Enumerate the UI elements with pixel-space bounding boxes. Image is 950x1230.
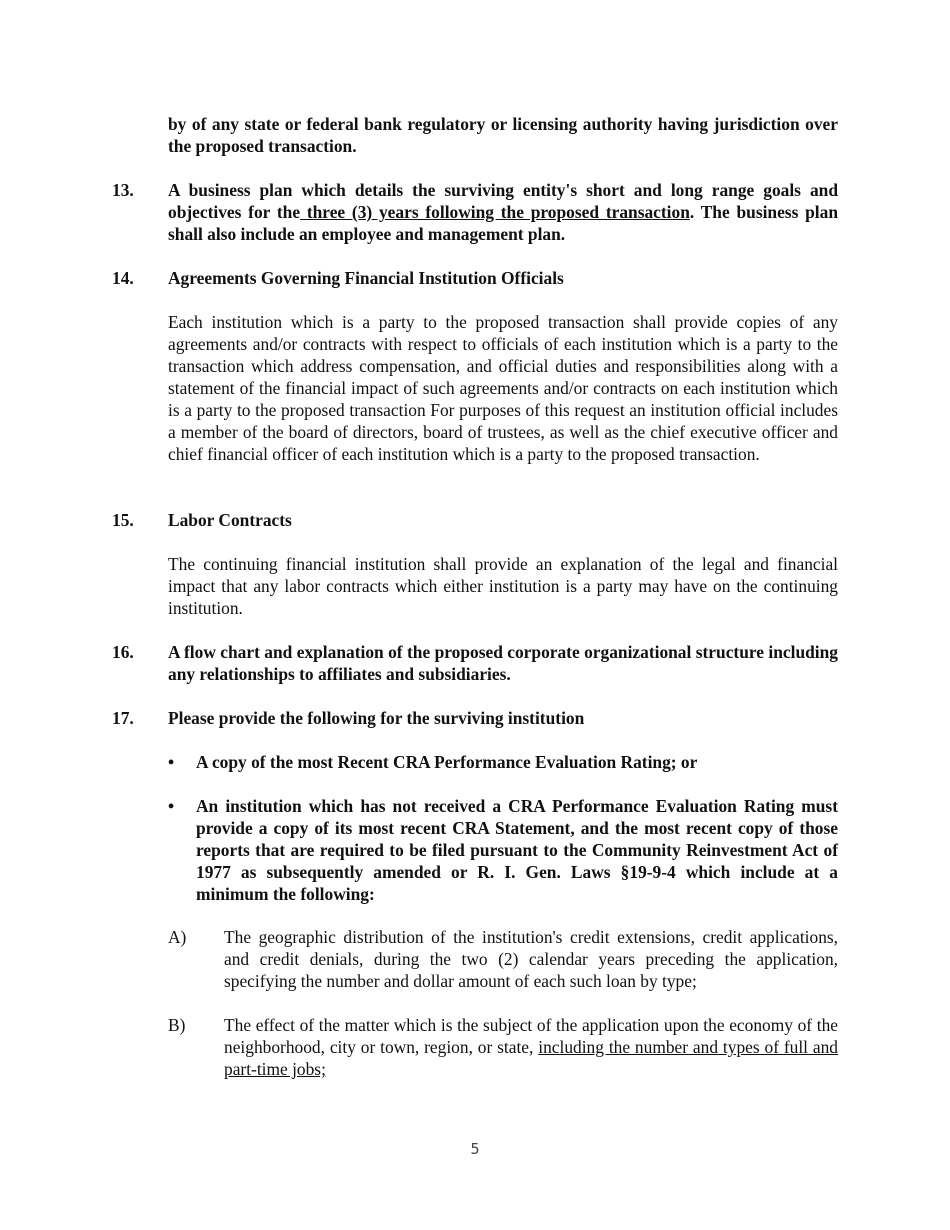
- item-15-heading: Labor Contracts: [168, 510, 292, 530]
- item-16-number: 16.: [112, 642, 134, 662]
- page-number: 5: [470, 1140, 480, 1158]
- item-13-text-end: . The business plan shall also include an employee and management plan.: [168, 202, 838, 244]
- bullet-1-text: A copy of the most Recent CRA Performance Evaluation Rating; or: [196, 752, 698, 772]
- subitem-b-letter: B): [168, 1015, 186, 1035]
- subitem-a-letter: A): [168, 927, 187, 947]
- item-17-heading: Please provide the following for the surviving institution: [168, 708, 585, 728]
- subitem-b-underlined-text: including the number and types of full and part-time jobs;: [224, 1037, 838, 1079]
- item-13-number: 13.: [112, 180, 134, 200]
- bullet-icon: •: [168, 752, 175, 772]
- item-13-text-start: A business plan which details the surviving entity's short and long range goals and objectives for the: [168, 180, 838, 222]
- item-15-body: The continuing financial institution shall provide an explanation of the legal and financial impact that any labor contracts which either institution is a party may have on the continuing institution.: [168, 554, 838, 618]
- item-17-bullet-1: [168, 751, 838, 773]
- item-15-number: 15.: [112, 510, 134, 530]
- subitem-a-text: The geographic distribution of the institution's credit extensions, credit applications, and credit denials, during the two (2) calendar years preceding the application, specifying the number and dollar amount of each such loan by type;: [224, 927, 838, 991]
- continuation-paragraph: [168, 113, 838, 157]
- item-14-body: Each institution which is a party to the proposed transaction shall provide copies of any agreements and/or contracts with respect to officials of each institution which is a party to the transaction which address compensation, and official duties and responsibilities along with a statement of the financial impact of such agreements and/or contracts on each institution which is a party to the proposed transaction For purposes of this request an institution official includes a member of the board of directors, board of trustees, as well as the chief executive officer and chief financial officer of each institution which is a party to the proposed transaction.: [168, 312, 838, 464]
- item-17-number: 17.: [112, 708, 134, 728]
- item-14-heading: Agreements Governing Financial Institution Officials: [168, 268, 564, 288]
- item-14-number: 14.: [112, 268, 134, 288]
- continuation-text: by of any state or federal bank regulatory or licensing authority having jurisdiction over the proposed transaction.: [168, 114, 838, 156]
- item-13-underlined-text: three (3) years following the proposed transaction: [300, 202, 690, 222]
- bullet-icon: •: [168, 796, 175, 816]
- item-17-bullet-2: [168, 795, 838, 905]
- subitem-b-text: [224, 1014, 838, 1080]
- item-16-text: A flow chart and explanation of the proposed corporate organizational structure including any relationships to affiliates and subsidiaries.: [168, 642, 838, 684]
- subitem-b-text-start: The effect of the matter which is the subject of the application upon the economy of the neighborhood, city or town, region, or state,: [224, 1015, 838, 1057]
- item-13-text: [168, 179, 838, 245]
- bullet-2-text: An institution which has not received a CRA Performance Evaluation Rating must provide a copy of its most recent CRA Statement, and the most recent copy of those reports that are required to be filed pursuant to the Community Reinvestment Act of 1977 as subsequently amended or R. I. Gen. Laws §19-9-4 which include at a minimum the following:: [196, 796, 838, 904]
